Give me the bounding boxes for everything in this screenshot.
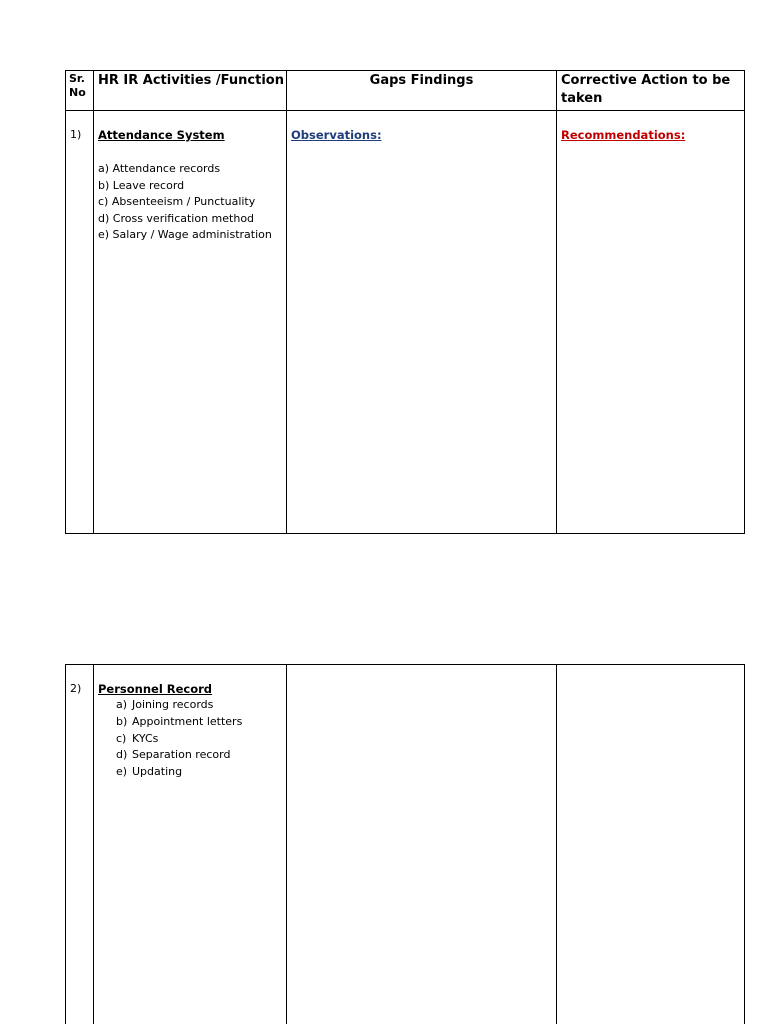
list-marker: b)	[116, 714, 128, 728]
list-item	[98, 764, 282, 781]
list-item	[98, 714, 282, 731]
list-item	[98, 731, 282, 748]
list-marker: a)	[116, 698, 128, 711]
list-marker: d)	[116, 748, 128, 762]
list-text: KYCs	[132, 731, 159, 745]
list-item	[98, 747, 282, 764]
row-sr-number: 2)	[66, 665, 94, 1024]
header-sr-no: Sr. No	[66, 71, 94, 111]
observations-label: Observations:	[291, 128, 382, 142]
table-row	[66, 111, 745, 534]
gaps-findings-cell	[287, 111, 557, 534]
list-marker: e)	[116, 765, 128, 779]
audit-table-1	[65, 70, 745, 534]
table-row	[66, 665, 745, 1024]
list-text: Joining records	[132, 698, 214, 711]
activity-cell	[94, 665, 287, 1024]
list-marker: c)	[116, 731, 127, 745]
gaps-findings-cell	[287, 665, 557, 1024]
activity-list	[98, 697, 282, 781]
list-text: Separation record	[132, 748, 231, 762]
recommendations-label: Recommendations:	[561, 128, 686, 142]
list-item: e) Salary / Wage administration	[98, 228, 272, 242]
section-title: Personnel Record	[98, 682, 213, 696]
list-text: Appointment letters	[132, 714, 243, 728]
audit-table-2	[65, 664, 745, 1024]
activity-list	[98, 161, 282, 244]
table-header-row	[66, 71, 745, 111]
activity-cell	[94, 111, 287, 534]
list-text: Updating	[132, 765, 183, 779]
corrective-action-cell	[557, 665, 745, 1024]
list-item: b) Leave record	[98, 178, 185, 192]
list-item: d) Cross verification method	[98, 211, 255, 225]
corrective-action-cell	[557, 111, 745, 534]
list-item: c) Absenteeism / Punctuality	[98, 195, 256, 209]
row-sr-number: 1)	[66, 111, 94, 534]
list-item: a) Attendance records	[98, 162, 221, 175]
header-gaps-findings: Gaps Findings	[287, 71, 557, 111]
header-activities: HR IR Activities /Function	[94, 71, 287, 111]
list-item	[98, 697, 282, 714]
header-corrective-action: Corrective Action to be taken	[557, 71, 745, 111]
section-title: Attendance System	[98, 128, 225, 142]
